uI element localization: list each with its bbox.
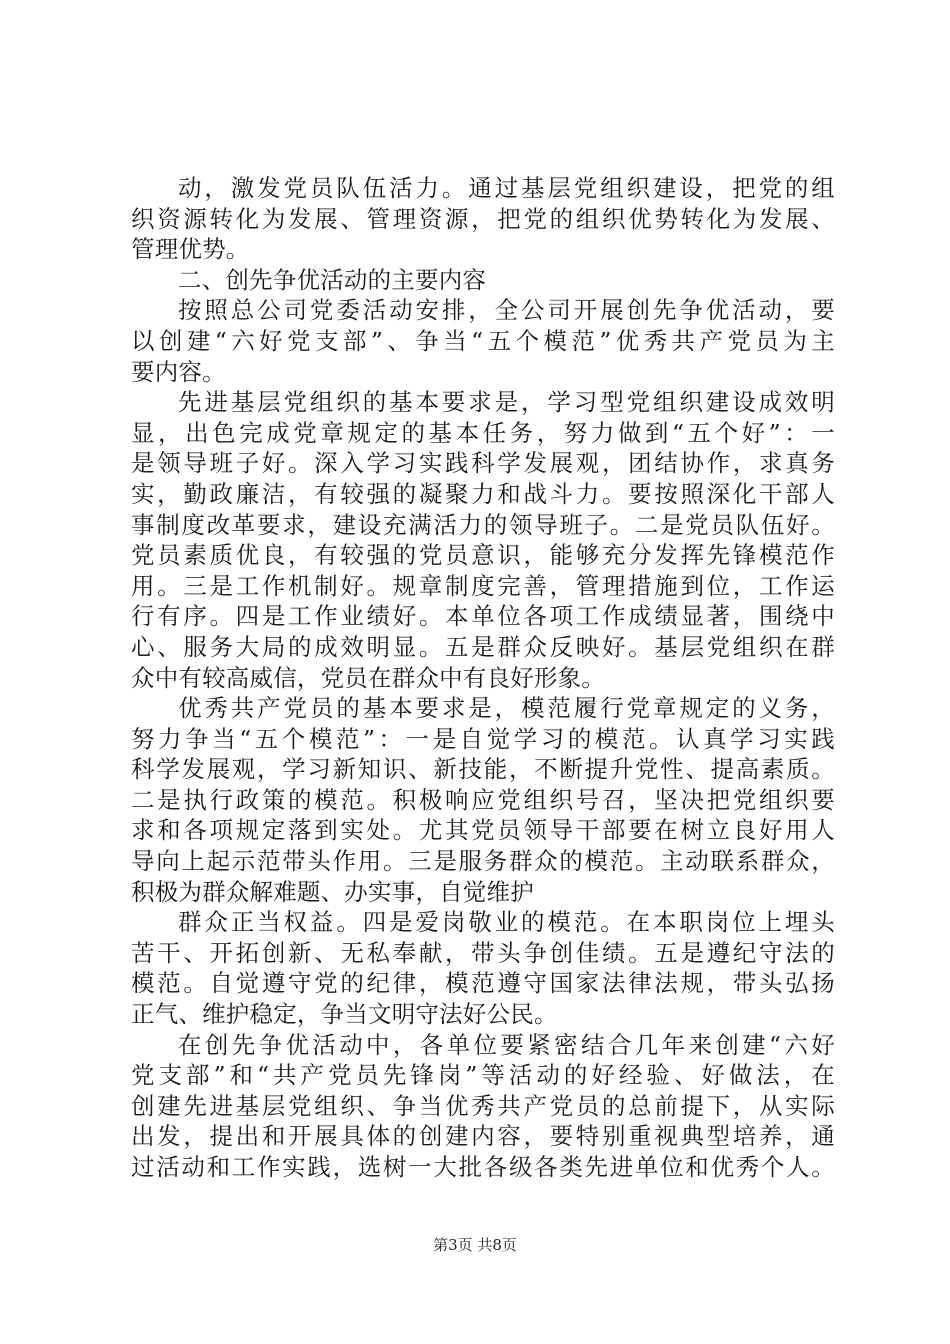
text-line: 织资源转化为发展、管理资源，把党的组织优势转化为发展、: [131, 204, 835, 233]
text-line: 导向上起示范带头作用。三是服务群众的模范。主动联系群众，: [131, 847, 835, 876]
text-line: 行有序。四是工作业绩好。本单位各项工作成绩显著，围绕中: [131, 602, 835, 631]
text-line: 以创建“六好党支部”、争当“五个模范”优秀共产党员为主: [131, 326, 835, 355]
text-line: 苦干、开拓创新、无私奉献，带头争创佳绩。五是遵纪守法的: [131, 938, 835, 967]
page-footer: 第3页 共8页: [433, 1236, 517, 1254]
text-line: 是领导班子好。深入学习实践科学发展观，团结协作，求真务: [131, 449, 835, 478]
text-line: 用。三是工作机制好。规章制度完善，管理措施到位，工作运: [131, 571, 835, 600]
text-line: 显，出色完成党章规定的基本任务，努力做到“五个好”：一: [131, 418, 835, 447]
text-line: 党支部”和“共产党员先锋岗”等活动的好经验、好做法，在: [131, 1061, 835, 1090]
text-line: 在创先争优活动中，各单位要紧密结合几年来创建“六好: [178, 1030, 835, 1059]
text-line: 积极为群众解难题、办实事，自觉维护: [131, 877, 534, 906]
text-line: 科学发展观，学习新知识、新技能，不断提升党性、提高素质。: [131, 755, 835, 784]
document-body: [131, 173, 835, 1183]
text-line: 众中有较高威信，党员在群众中有良好形象。: [131, 663, 605, 692]
text-line: 优秀共产党员的基本要求是，模范履行党章规定的义务，: [178, 694, 835, 723]
text-line: 二、创先争优活动的主要内容: [178, 265, 487, 294]
text-line: 群众正当权益。四是爱岗敬业的模范。在本职岗位上埋头: [178, 908, 835, 937]
text-line: 努力争当“五个模范”：一是自觉学习的模范。认真学习实践: [131, 724, 835, 753]
text-line: 求和各项规定落到实处。尤其党员领导干部要在树立良好用人: [131, 816, 835, 845]
text-line: 党员素质优良，有较强的党员意识，能够充分发挥先锋模范作: [131, 541, 835, 570]
text-line: 模范。自觉遵守党的纪律，模范遵守国家法律法规，带头弘扬: [131, 969, 835, 998]
text-line: 管理优势。: [131, 235, 250, 264]
text-line: 正气、维护稳定，争当文明守法好公民。: [131, 1000, 558, 1029]
text-line: 出发，提出和开展具体的创建内容，要特别重视典型培养，通: [131, 1122, 835, 1151]
text-line: 实，勤政廉洁，有较强的凝聚力和战斗力。要按照深化干部人: [131, 479, 835, 508]
text-line: 按照总公司党委活动安排，全公司开展创先争优活动，要: [178, 296, 835, 325]
text-line: 二是执行政策的模范。积极响应党组织号召，坚决把党组织要: [131, 785, 835, 814]
text-line: 要内容。: [131, 357, 226, 386]
text-line: 心、服务大局的成效明显。五是群众反映好。基层党组织在群: [131, 632, 835, 661]
text-line: 动，激发党员队伍活力。通过基层党组织建设，把党的组: [178, 174, 835, 202]
text-line: 创建先进基层党组织、争当优秀共产党员的总前提下，从实际: [131, 1091, 835, 1120]
text-line: 事制度改革要求，建设充满活力的领导班子。二是党员队伍好。: [131, 510, 835, 539]
text-line: 先进基层党组织的基本要求是，学习型党组织建设成效明: [178, 388, 835, 417]
text-line: 过活动和工作实践，选树一大批各级各类先进单位和优秀个人。: [131, 1153, 835, 1181]
